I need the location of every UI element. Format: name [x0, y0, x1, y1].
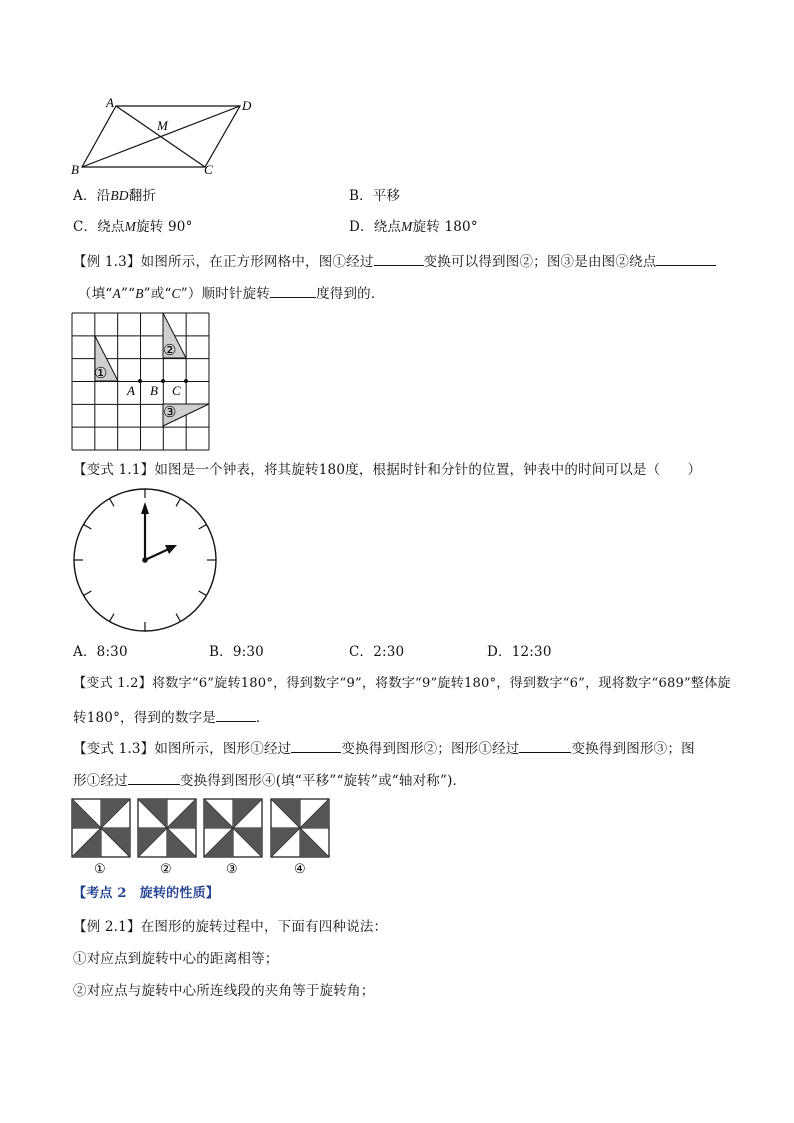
variant-1-1-option-c: [349, 643, 404, 661]
option-a-suffix: 翻折: [128, 188, 157, 204]
example-1-3-line1: [73, 251, 716, 271]
clock-tick: [176, 614, 181, 622]
example-2-1-item1: ①对应点到旋转中心的距离相等；: [73, 951, 279, 967]
option-a-var: BD: [110, 188, 129, 203]
tile-label-4: ④: [294, 861, 306, 876]
option-c-var: M: [124, 219, 137, 234]
label-m: M: [157, 118, 168, 133]
label-b: B: [71, 162, 79, 177]
variant-1-1-text: 【变式 1.1】如图是一个钟表，将其旋转180度，根据时针和分针的位置，钟表中的时间可以是（ ）: [73, 462, 702, 478]
variant-1-3-line2: [73, 770, 466, 790]
grid-figure: [72, 313, 212, 453]
variant-1-1-option-c-text: C．2:30: [349, 644, 405, 660]
variant-1-1-option-b: [209, 643, 264, 661]
answer-blank-1[interactable]: [374, 251, 424, 266]
example-1-3-var-c: C: [171, 286, 181, 301]
label-d: D: [242, 98, 252, 113]
example-1-3-text-d: ”）顺时针旋转: [180, 286, 271, 302]
option-d-suffix: 旋转 180°: [412, 219, 478, 235]
option-c-suffix: 旋转 90°: [136, 219, 193, 235]
example-1-3-text-e: 度得到的．: [316, 286, 385, 302]
tile-figure-2: [138, 799, 196, 857]
point-b: [161, 379, 165, 383]
variant-1-1-option-d: [487, 643, 552, 661]
example-2-1-item2: ②对应点与旋转中心所连线段的夹角等于旋转角；: [73, 983, 375, 999]
shape-1-label: ①: [94, 366, 108, 382]
variant-1-3-line1: [73, 738, 695, 758]
option-b: B．平移: [349, 188, 401, 204]
clock-tick: [110, 499, 115, 507]
clock-figure: [71, 485, 221, 635]
label-a: A: [106, 95, 114, 110]
option-a-prefix: A．沿: [73, 188, 111, 204]
variant-1-2-text-a: 转180°，得到的数字是: [73, 710, 216, 726]
example-1-3-var-b: B: [135, 286, 144, 301]
option-c: [73, 218, 193, 236]
variant-1-1-option-b-text: B．9:30: [209, 644, 264, 660]
example-1-3-sep-1: ”“: [120, 286, 136, 302]
grid-label-a: A: [127, 383, 135, 398]
answer-blank-7[interactable]: [128, 770, 180, 785]
shape-2-label: ②: [163, 343, 177, 359]
clock-tick: [110, 614, 115, 622]
shape-3-label: ③: [163, 405, 177, 421]
answer-blank-6[interactable]: [519, 738, 571, 753]
section-heading: 【考点 2 旋转的性质】: [73, 886, 219, 901]
answer-blank-4[interactable]: [216, 707, 256, 722]
option-d-var: M: [401, 219, 413, 234]
answer-blank-2[interactable]: [656, 251, 716, 266]
grid-label-b: B: [150, 383, 158, 398]
example-1-3-text-c: （填“: [78, 286, 113, 302]
variant-1-3-text-c: 变换得到图形③；图: [571, 741, 695, 757]
clock-center: [142, 557, 148, 563]
option-a: [73, 187, 156, 205]
clock-tick: [199, 591, 207, 596]
variant-1-1-option-a: [73, 643, 128, 661]
hour-hand: [145, 548, 171, 560]
example-1-3-line2: [78, 283, 385, 303]
parallelogram-figure: [68, 92, 268, 182]
tile-label-3: ③: [226, 861, 238, 876]
tile-label-2: ②: [160, 861, 172, 876]
example-1-3-sep-2: ”或“: [143, 286, 172, 302]
tile-figure-3: [204, 799, 262, 857]
point-a: [138, 379, 142, 383]
example-1-3-var-a: A: [112, 286, 121, 301]
tile-label-1: ①: [94, 861, 106, 876]
answer-blank-3[interactable]: [270, 283, 316, 298]
variant-1-1-option-a-text: A．8:30: [73, 644, 128, 660]
variant-1-1-option-d-text: D．12:30: [487, 644, 552, 660]
minute-hand-arrowhead: [141, 502, 149, 514]
example-1-3-text-b: 变换可以得到图②；图③是由图②绕点: [423, 254, 657, 270]
variant-1-2-line2: [73, 707, 270, 727]
answer-blank-5[interactable]: [291, 738, 341, 753]
diagonal-bd: [82, 106, 240, 167]
tile-figures: [72, 799, 342, 879]
option-d: [349, 218, 478, 236]
clock-tick: [84, 591, 92, 596]
tile-figure-4: [271, 799, 329, 857]
variant-1-3-text-d: 形①经过: [73, 773, 128, 789]
variant-1-3-text-e: 变换得到图形④(填“平移”“旋转”或“轴对称”)．: [179, 773, 467, 789]
tile-figure-1: [72, 799, 130, 857]
clock-tick: [176, 499, 181, 507]
example-2-1-line1: 【例 2.1】在图形的旋转过程中，下面有四种说法：: [73, 919, 388, 935]
example-1-3-text-a: 【例 1.3】如图所示，在正方形网格中，图①经过: [73, 254, 374, 270]
clock-tick: [84, 525, 92, 530]
grid-label-c: C: [172, 383, 181, 398]
variant-1-3-text-a: 【变式 1.3】如图所示，图形①经过: [73, 741, 292, 757]
variant-1-3-text-b: 变换得到图形②；图形①经过: [341, 741, 520, 757]
variant-1-2-line1: 【变式 1.2】将数字“6”旋转180°，得到数字“9”，将数字“9”旋转180°，得到数字“6”，现将数字“689”整体旋: [73, 676, 731, 691]
label-c: C: [204, 162, 213, 177]
option-d-prefix: D．绕点: [349, 219, 402, 235]
option-c-prefix: C．绕点: [73, 219, 125, 235]
variant-1-2-text-b: ．: [255, 710, 270, 726]
point-c: [184, 379, 188, 383]
clock-tick: [199, 525, 207, 530]
